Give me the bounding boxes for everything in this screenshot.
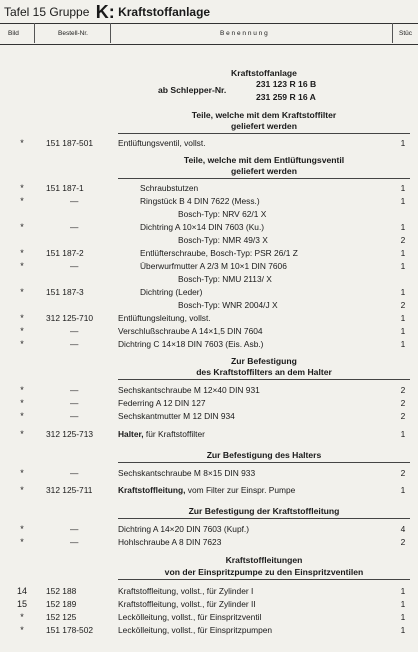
heading: Teile, welche mit dem Kraftstoffilter [191,110,337,120]
heading-rule [118,379,410,380]
description: Entlüftungsleitung, vollst. [118,313,211,323]
description: Verschlußschraube A 14×1,5 DIN 7604 [118,326,263,336]
quantity: 1 [400,485,406,495]
heading: Zur Befestigung des Halters [206,450,322,460]
bild-marker: * [20,196,24,206]
quantity: 1 [400,599,406,609]
bild-marker: * [20,261,24,271]
description [118,428,205,441]
description: Überwurfmutter A 2/3 M 10×1 DIN 7606 [140,261,287,271]
table-row [0,536,418,549]
schlepper-nr-1: 231 123 R 16 B [256,79,317,89]
description: Ringstück B 4 DIN 7622 (Mess.) [140,196,260,206]
description: Bosch-Typ: WNR 2004/J X [178,300,278,310]
heading-rule [118,579,410,580]
bild-marker: * [20,183,24,193]
bild-marker: * [20,138,24,148]
part-number: — [70,411,79,421]
col-divider [34,23,35,43]
part-number: 152 188 [46,586,77,596]
description: Federring A 12 DIN 127 [118,398,206,408]
quantity: 4 [400,524,406,534]
quantity: 2 [400,411,406,421]
bild-marker: * [20,248,24,258]
table-row [0,137,418,150]
heading: Teile, welche mit dem Entlüftungsventil [183,155,345,165]
description: Entlüfterschraube, Bosch-Typ: PSR 26/1 Z [140,248,298,258]
table-row [0,523,418,536]
bild-marker: 15 [16,599,27,609]
quantity: 2 [400,385,406,395]
table-row [0,247,418,260]
heading: geliefert werden [231,166,297,176]
quantity: 1 [400,183,406,193]
schlepper-nr-2: 231 259 R 16 A [256,92,316,102]
part-number: — [70,398,79,408]
quantity: 1 [400,138,406,148]
table-row [0,484,418,497]
part-number: 152 125 [46,612,77,622]
heading-rule [118,133,410,134]
row-text: für Kraftstoffilter [143,429,205,439]
table-row [0,611,418,624]
bild-marker: * [20,537,24,547]
table-row [0,384,418,397]
table-row [0,585,418,598]
table-row [0,598,418,611]
heading: geliefert werden [231,121,297,131]
part-number: — [70,468,79,478]
description: Schraubstutzen [140,183,199,193]
table-row [0,397,418,410]
col-bestell: Bestell-Nr. [58,30,88,37]
bild-marker: * [20,326,24,336]
description: Kraftstoffleitung, vollst., für Zylinder II [118,599,256,609]
description: Kraftstoffleitung, vollst., für Zylinder I [118,586,254,596]
bild-marker: * [20,411,24,421]
quantity: 1 [400,586,406,596]
table-row [0,299,418,312]
quantity: 1 [400,313,406,323]
quantity: 2 [400,537,406,547]
col-bild: Bild [8,30,19,37]
description: Dichtring C 14×18 DIN 7603 (Eis. Asb.) [118,339,264,349]
part-number: — [70,196,79,206]
heading: des Kraftstoffilters an dem Halter [196,367,332,377]
table-row [0,338,418,351]
row-text: vom Filter zur Einspr. Pumpe [185,485,296,495]
table-row [0,273,418,286]
table-row [0,221,418,234]
col-divider [392,23,393,43]
part-number: — [70,326,79,336]
heading-rule [118,178,410,179]
description: Sechskantmutter M 12 DIN 934 [118,411,235,421]
quantity: 1 [400,625,406,635]
table-row [0,195,418,208]
part-number: — [70,385,79,395]
part-number: 151 187-2 [46,248,84,258]
part-number: 312 125-711 [46,485,93,495]
quantity: 1 [400,261,406,271]
col-stueck: Stüc [399,30,413,37]
col-divider [110,23,111,43]
quantity: 1 [400,287,406,297]
heading: Kraftstoffleitungen [225,555,303,565]
part-number: — [70,524,79,534]
heading: von der Einspritzpumpe zu den Einspritzventilen [164,567,364,577]
part-number: 151 178-502 [46,625,94,635]
table-row [0,208,418,221]
page-title: Kraftstoffanlage [118,5,211,19]
description-bold: Kraftstoffleitung, [118,485,186,495]
description: Hohlschraube A 8 DIN 7623 [118,537,222,547]
quantity: 1 [400,326,406,336]
schlepper-label: ab Schlepper-Nr. [158,85,227,95]
table-row [0,312,418,325]
table-row [0,260,418,273]
quantity: 1 [400,612,406,622]
description: Dichtring A 10×14 DIN 7603 (Ku.) [140,222,265,232]
description: Bosch-Typ: NRV 62/1 X [178,209,267,219]
table-row [0,286,418,299]
section-title: Kraftstoffanlage [231,68,297,78]
bild-marker: * [20,468,24,478]
table-row [0,234,418,247]
table-row [0,182,418,195]
bild-marker: * [20,625,24,635]
part-number: — [70,261,79,271]
tafel-label: Tafel 15 Gruppe [4,5,90,19]
description: Sechskantschraube M 8×15 DIN 933 [118,468,256,478]
bild-marker: * [20,612,24,622]
description: Leckölleitung, vollst., für Einspritzventil [118,612,262,622]
description-bold: Halter, [118,429,144,439]
bild-marker: 14 [16,586,27,596]
bild-marker: * [20,429,24,439]
table-row [0,428,418,441]
table-row [0,467,418,480]
description: Entlüftungsventil, vollst. [118,138,206,148]
table-row [0,624,418,637]
bild-marker: * [20,222,24,232]
column-header [0,23,418,45]
description: Sechskantschraube M 12×40 DIN 931 [118,385,260,395]
description: Dichtring (Leder) [140,287,203,297]
description [118,484,295,497]
quantity: 1 [400,248,406,258]
table-row [0,410,418,423]
bild-marker: * [20,287,24,297]
page-header [4,0,211,22]
bild-marker: * [20,524,24,534]
heading: Zur Befestigung der Kraftstoffleitung [188,506,340,516]
quantity: 2 [400,300,406,310]
bild-marker: * [20,485,24,495]
heading-rule [118,462,410,463]
part-number: 152 189 [46,599,77,609]
description: Bosch-Typ: NMU 2113/ X [178,274,272,284]
table-row [0,325,418,338]
part-number: — [70,222,79,232]
part-number: — [70,339,79,349]
bild-marker: * [20,313,24,323]
description: Leckölleitung, vollst., für Einspritzpumpen [118,625,273,635]
quantity: 1 [400,222,406,232]
col-benennung: B e n e n n u n g [220,30,268,37]
quantity: 2 [400,235,406,245]
heading: Zur Befestigung [231,356,297,366]
part-number: — [70,537,79,547]
part-number: 151 187-1 [46,183,84,193]
part-number: 151 187-3 [46,287,84,297]
quantity: 1 [400,196,406,206]
part-number: 312 125-713 [46,429,94,439]
quantity: 2 [400,398,406,408]
part-number: 312 125-710 [46,313,94,323]
description: Bosch-Typ: NMR 49/3 X [178,235,268,245]
description: Dichtring A 14×20 DIN 7603 (Kupf.) [118,524,250,534]
bild-marker: * [20,385,24,395]
quantity: 2 [400,468,406,478]
quantity: 1 [400,429,406,439]
quantity: 1 [400,339,406,349]
bild-marker: * [20,398,24,408]
group-letter: K: [95,2,115,22]
heading-rule [118,518,410,519]
bild-marker: * [20,339,24,349]
part-number: 151 187-501 [46,138,94,148]
